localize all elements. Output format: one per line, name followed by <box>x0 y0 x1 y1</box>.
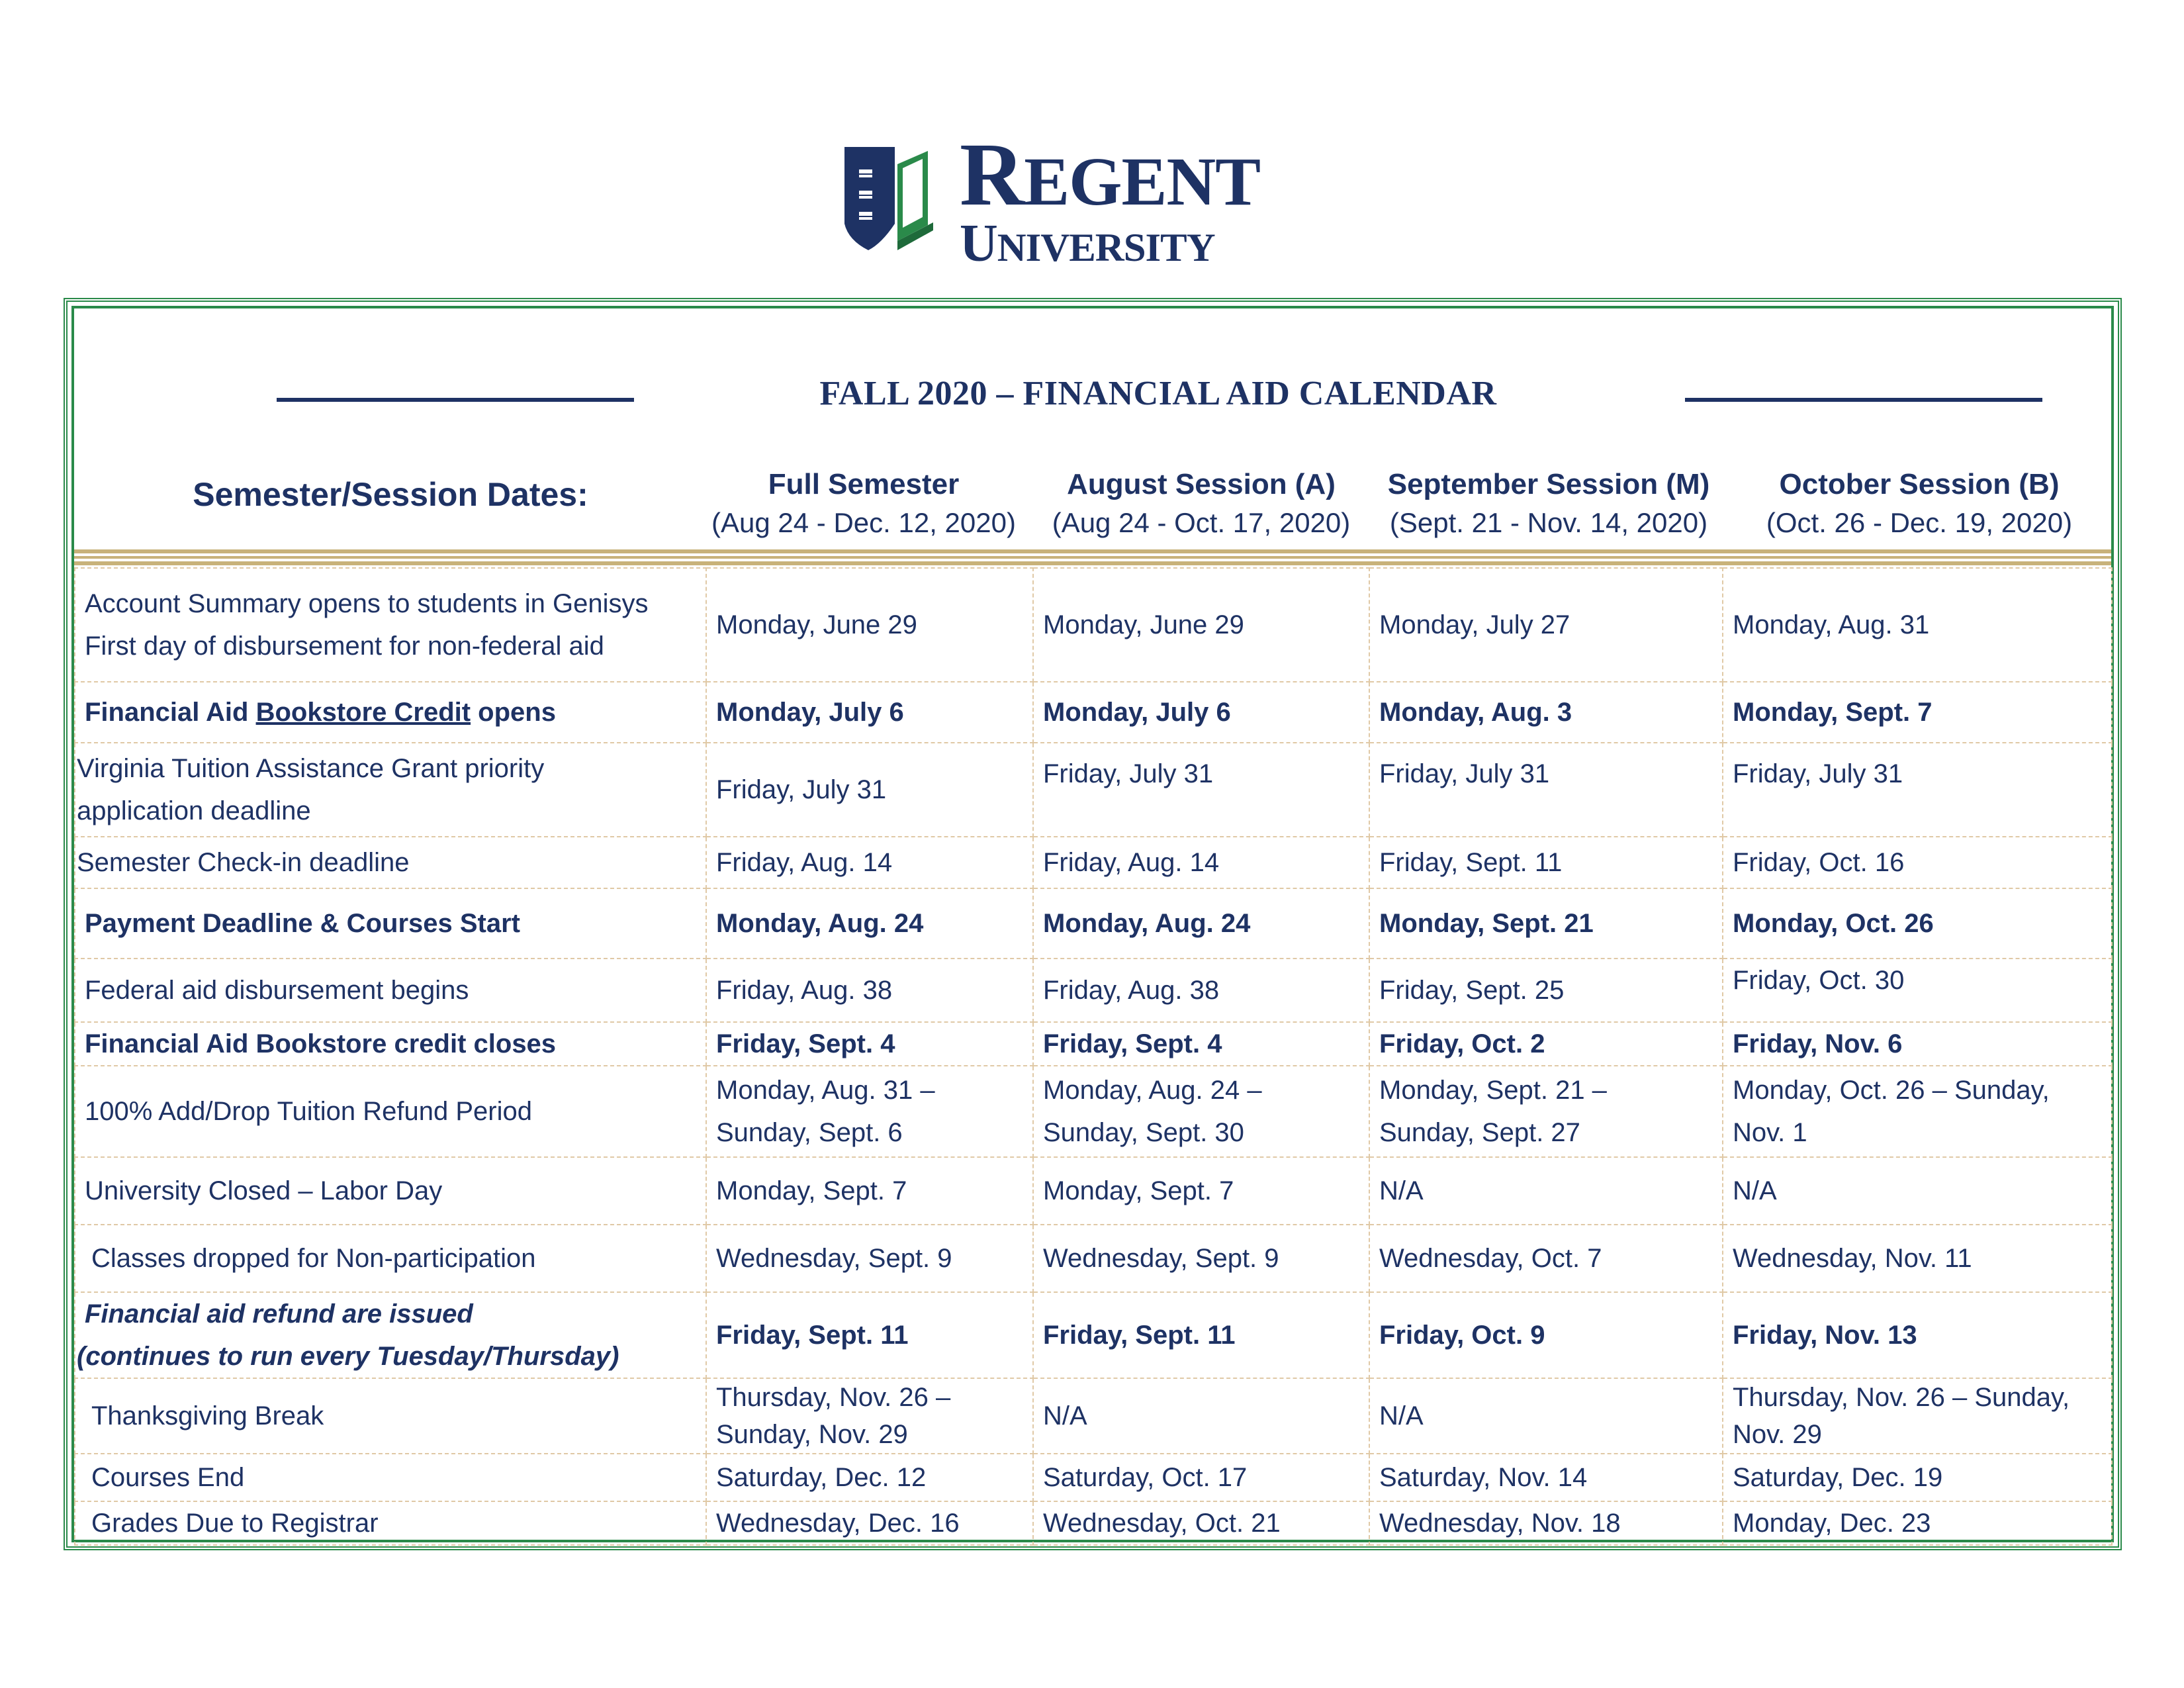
date-cell: N/A <box>1723 1157 2112 1225</box>
table-row <box>75 1066 2112 1157</box>
date-cell: Wednesday, Dec. 16 <box>706 1501 1033 1545</box>
column-header-dates: (Sept. 21 - Nov. 14, 2020) <box>1389 507 1708 538</box>
column-header-september-session <box>1370 465 1727 541</box>
date-line: Sunday, Nov. 29 <box>716 1420 908 1449</box>
date-cell: Friday, Sept. 11 <box>1033 1292 1369 1378</box>
date-cell: Saturday, Dec. 19 <box>1723 1454 2112 1501</box>
date-line: Monday, Oct. 26 – Sunday, <box>1733 1076 2050 1105</box>
date-cell: Monday, Sept. 7 <box>1033 1157 1369 1225</box>
row-label-line: Financial aid refund are issued <box>85 1299 473 1329</box>
date-line: Sunday, Sept. 30 <box>1043 1118 1244 1147</box>
table-row <box>75 1225 2112 1292</box>
date-cell: Friday, Aug. 14 <box>1033 837 1369 888</box>
row-label: Semester Check-in deadline <box>75 837 706 888</box>
date-cell: Monday, Sept. 7 <box>706 1157 1033 1225</box>
date-cell: Friday, Aug. 38 <box>706 959 1033 1022</box>
table-row <box>75 1501 2112 1545</box>
row-label <box>75 568 706 682</box>
table-row <box>75 888 2112 959</box>
table-row <box>75 743 2112 837</box>
row-label: Thanksgiving Break <box>75 1378 706 1454</box>
date-cell: Monday, Sept. 21 <box>1369 888 1723 959</box>
date-cell <box>1369 1066 1723 1157</box>
column-header-full-semester <box>702 465 1026 541</box>
date-cell: Monday, Dec. 23 <box>1723 1501 2112 1545</box>
date-line: Nov. 1 <box>1733 1118 1807 1147</box>
date-line: Sunday, Sept. 27 <box>1379 1118 1580 1147</box>
date-cell: Wednesday, Nov. 18 <box>1369 1501 1723 1545</box>
date-cell: Friday, Sept. 11 <box>706 1292 1033 1378</box>
date-cell: Saturday, Oct. 17 <box>1033 1454 1369 1501</box>
date-cell: Saturday, Dec. 12 <box>706 1454 1033 1501</box>
column-header-october-session <box>1734 465 2105 541</box>
date-cell: N/A <box>1369 1157 1723 1225</box>
row-label: Payment Deadline & Courses Start <box>75 888 706 959</box>
date-cell: Monday, Aug. 3 <box>1369 682 1723 743</box>
column-header-dates: (Aug 24 - Dec. 12, 2020) <box>711 507 1016 538</box>
date-cell: Monday, July 6 <box>1033 682 1369 743</box>
date-cell: Monday, Aug. 24 <box>706 888 1033 959</box>
date-cell <box>1723 1378 2112 1454</box>
table-row <box>75 1454 2112 1501</box>
date-cell: Friday, Aug. 14 <box>706 837 1033 888</box>
date-cell: Monday, Oct. 26 <box>1723 888 2112 959</box>
table-row <box>75 1292 2112 1378</box>
column-header-name: October Session (B) <box>1779 468 2060 500</box>
logo-wordmark-university: UNIVERSITY <box>960 214 1215 273</box>
date-cell: Monday, June 29 <box>1033 568 1369 682</box>
date-cell: Wednesday, Sept. 9 <box>706 1225 1033 1292</box>
row-label-line: First day of disbursement for non-federal aid <box>85 632 604 661</box>
date-cell <box>706 1066 1033 1157</box>
date-cell: Monday, July 6 <box>706 682 1033 743</box>
date-cell: Friday, July 31 <box>1033 743 1369 837</box>
table-row <box>75 837 2112 888</box>
date-cell: Friday, Nov. 13 <box>1723 1292 2112 1378</box>
date-cell: Friday, Oct. 16 <box>1723 837 2112 888</box>
row-label-text: opens <box>471 698 556 727</box>
table-row <box>75 959 2112 1022</box>
row-label-line: application deadline <box>77 796 311 825</box>
row-label: Classes dropped for Non-participation <box>75 1225 706 1292</box>
date-line: Sunday, Sept. 6 <box>716 1118 903 1147</box>
date-cell <box>1033 1066 1369 1157</box>
row-label: Financial Aid Bookstore credit closes <box>75 1022 706 1066</box>
title-rule-left <box>277 398 634 402</box>
date-cell: Monday, Sept. 7 <box>1723 682 2112 743</box>
date-cell: Friday, Sept. 4 <box>1033 1022 1369 1066</box>
table-row <box>75 1022 2112 1066</box>
row-label-line: Virginia Tuition Assistance Grant priority <box>77 754 545 783</box>
date-cell: Friday, Sept. 11 <box>1369 837 1723 888</box>
date-line: Monday, Aug. 31 – <box>716 1076 935 1105</box>
row-label-line: (continues to run every Tuesday/Thursday) <box>77 1342 619 1371</box>
date-cell: Friday, Oct. 30 <box>1723 959 2112 1022</box>
date-cell: Wednesday, Oct. 21 <box>1033 1501 1369 1545</box>
table-row <box>75 1157 2112 1225</box>
date-cell: N/A <box>1369 1378 1723 1454</box>
calendar-title: FALL 2020 – FINANCIAL AID CALENDAR <box>819 375 1497 412</box>
date-cell: Monday, June 29 <box>706 568 1033 682</box>
date-cell: Wednesday, Sept. 9 <box>1033 1225 1369 1292</box>
date-line: Monday, Sept. 21 – <box>1379 1076 1607 1105</box>
shield-book-icon <box>842 144 938 254</box>
title-rule-right <box>1685 398 2042 402</box>
column-header-name: September Session (M) <box>1387 468 1710 500</box>
date-cell: Friday, Sept. 25 <box>1369 959 1723 1022</box>
semester-session-dates-label: Semester/Session Dates: <box>193 476 588 513</box>
date-cell: Friday, July 31 <box>1369 743 1723 837</box>
column-header-dates: (Oct. 26 - Dec. 19, 2020) <box>1766 507 2073 538</box>
bookstore-credit-link[interactable]: Bookstore Credit <box>255 698 471 727</box>
date-cell: N/A <box>1033 1378 1369 1454</box>
date-line: Thursday, Nov. 26 – <box>716 1383 951 1412</box>
column-header-august-session <box>1032 465 1370 541</box>
column-header-dates: (Aug 24 - Oct. 17, 2020) <box>1052 507 1351 538</box>
row-label-text: Financial Aid <box>85 698 256 727</box>
date-cell: Monday, Aug. 24 <box>1033 888 1369 959</box>
row-label: Courses End <box>75 1454 706 1501</box>
header-divider-bottom <box>74 561 2111 565</box>
date-cell <box>1723 1066 2112 1157</box>
date-cell: Friday, Sept. 4 <box>706 1022 1033 1066</box>
date-cell: Monday, Aug. 31 <box>1723 568 2112 682</box>
table-row <box>75 568 2112 682</box>
date-line: Monday, Aug. 24 – <box>1043 1076 1262 1105</box>
table-row <box>75 1378 2112 1454</box>
header-divider-top <box>74 549 2111 553</box>
date-cell: Friday, Oct. 2 <box>1369 1022 1723 1066</box>
row-label <box>75 1292 706 1378</box>
row-label <box>75 743 706 837</box>
header-divider-mid <box>74 556 2111 559</box>
date-cell: Friday, Oct. 9 <box>1369 1292 1723 1378</box>
date-cell: Wednesday, Nov. 11 <box>1723 1225 2112 1292</box>
date-cell: Friday, Aug. 38 <box>1033 959 1369 1022</box>
row-label: 100% Add/Drop Tuition Refund Period <box>75 1066 706 1157</box>
column-header-name: August Session (A) <box>1067 468 1336 500</box>
date-cell: Friday, Nov. 6 <box>1723 1022 2112 1066</box>
date-cell: Friday, July 31 <box>1723 743 2112 837</box>
logo-wordmark-regent: REGENT <box>960 125 1261 224</box>
row-label <box>75 682 706 743</box>
column-header-name: Full Semester <box>768 468 960 500</box>
row-label: Federal aid disbursement begins <box>75 959 706 1022</box>
date-cell: Friday, July 31 <box>706 743 1033 837</box>
table-row <box>75 682 2112 743</box>
date-cell: Wednesday, Oct. 7 <box>1369 1225 1723 1292</box>
row-label: University Closed – Labor Day <box>75 1157 706 1225</box>
date-cell <box>706 1378 1033 1454</box>
date-cell: Monday, July 27 <box>1369 568 1723 682</box>
row-label-line: Account Summary opens to students in Genisys <box>85 589 649 618</box>
date-line: Nov. 29 <box>1733 1420 1822 1449</box>
date-cell: Saturday, Nov. 14 <box>1369 1454 1723 1501</box>
date-line: Thursday, Nov. 26 – Sunday, <box>1733 1383 2070 1412</box>
row-label: Grades Due to Registrar <box>75 1501 706 1545</box>
financial-aid-calendar-table <box>74 567 2113 1546</box>
